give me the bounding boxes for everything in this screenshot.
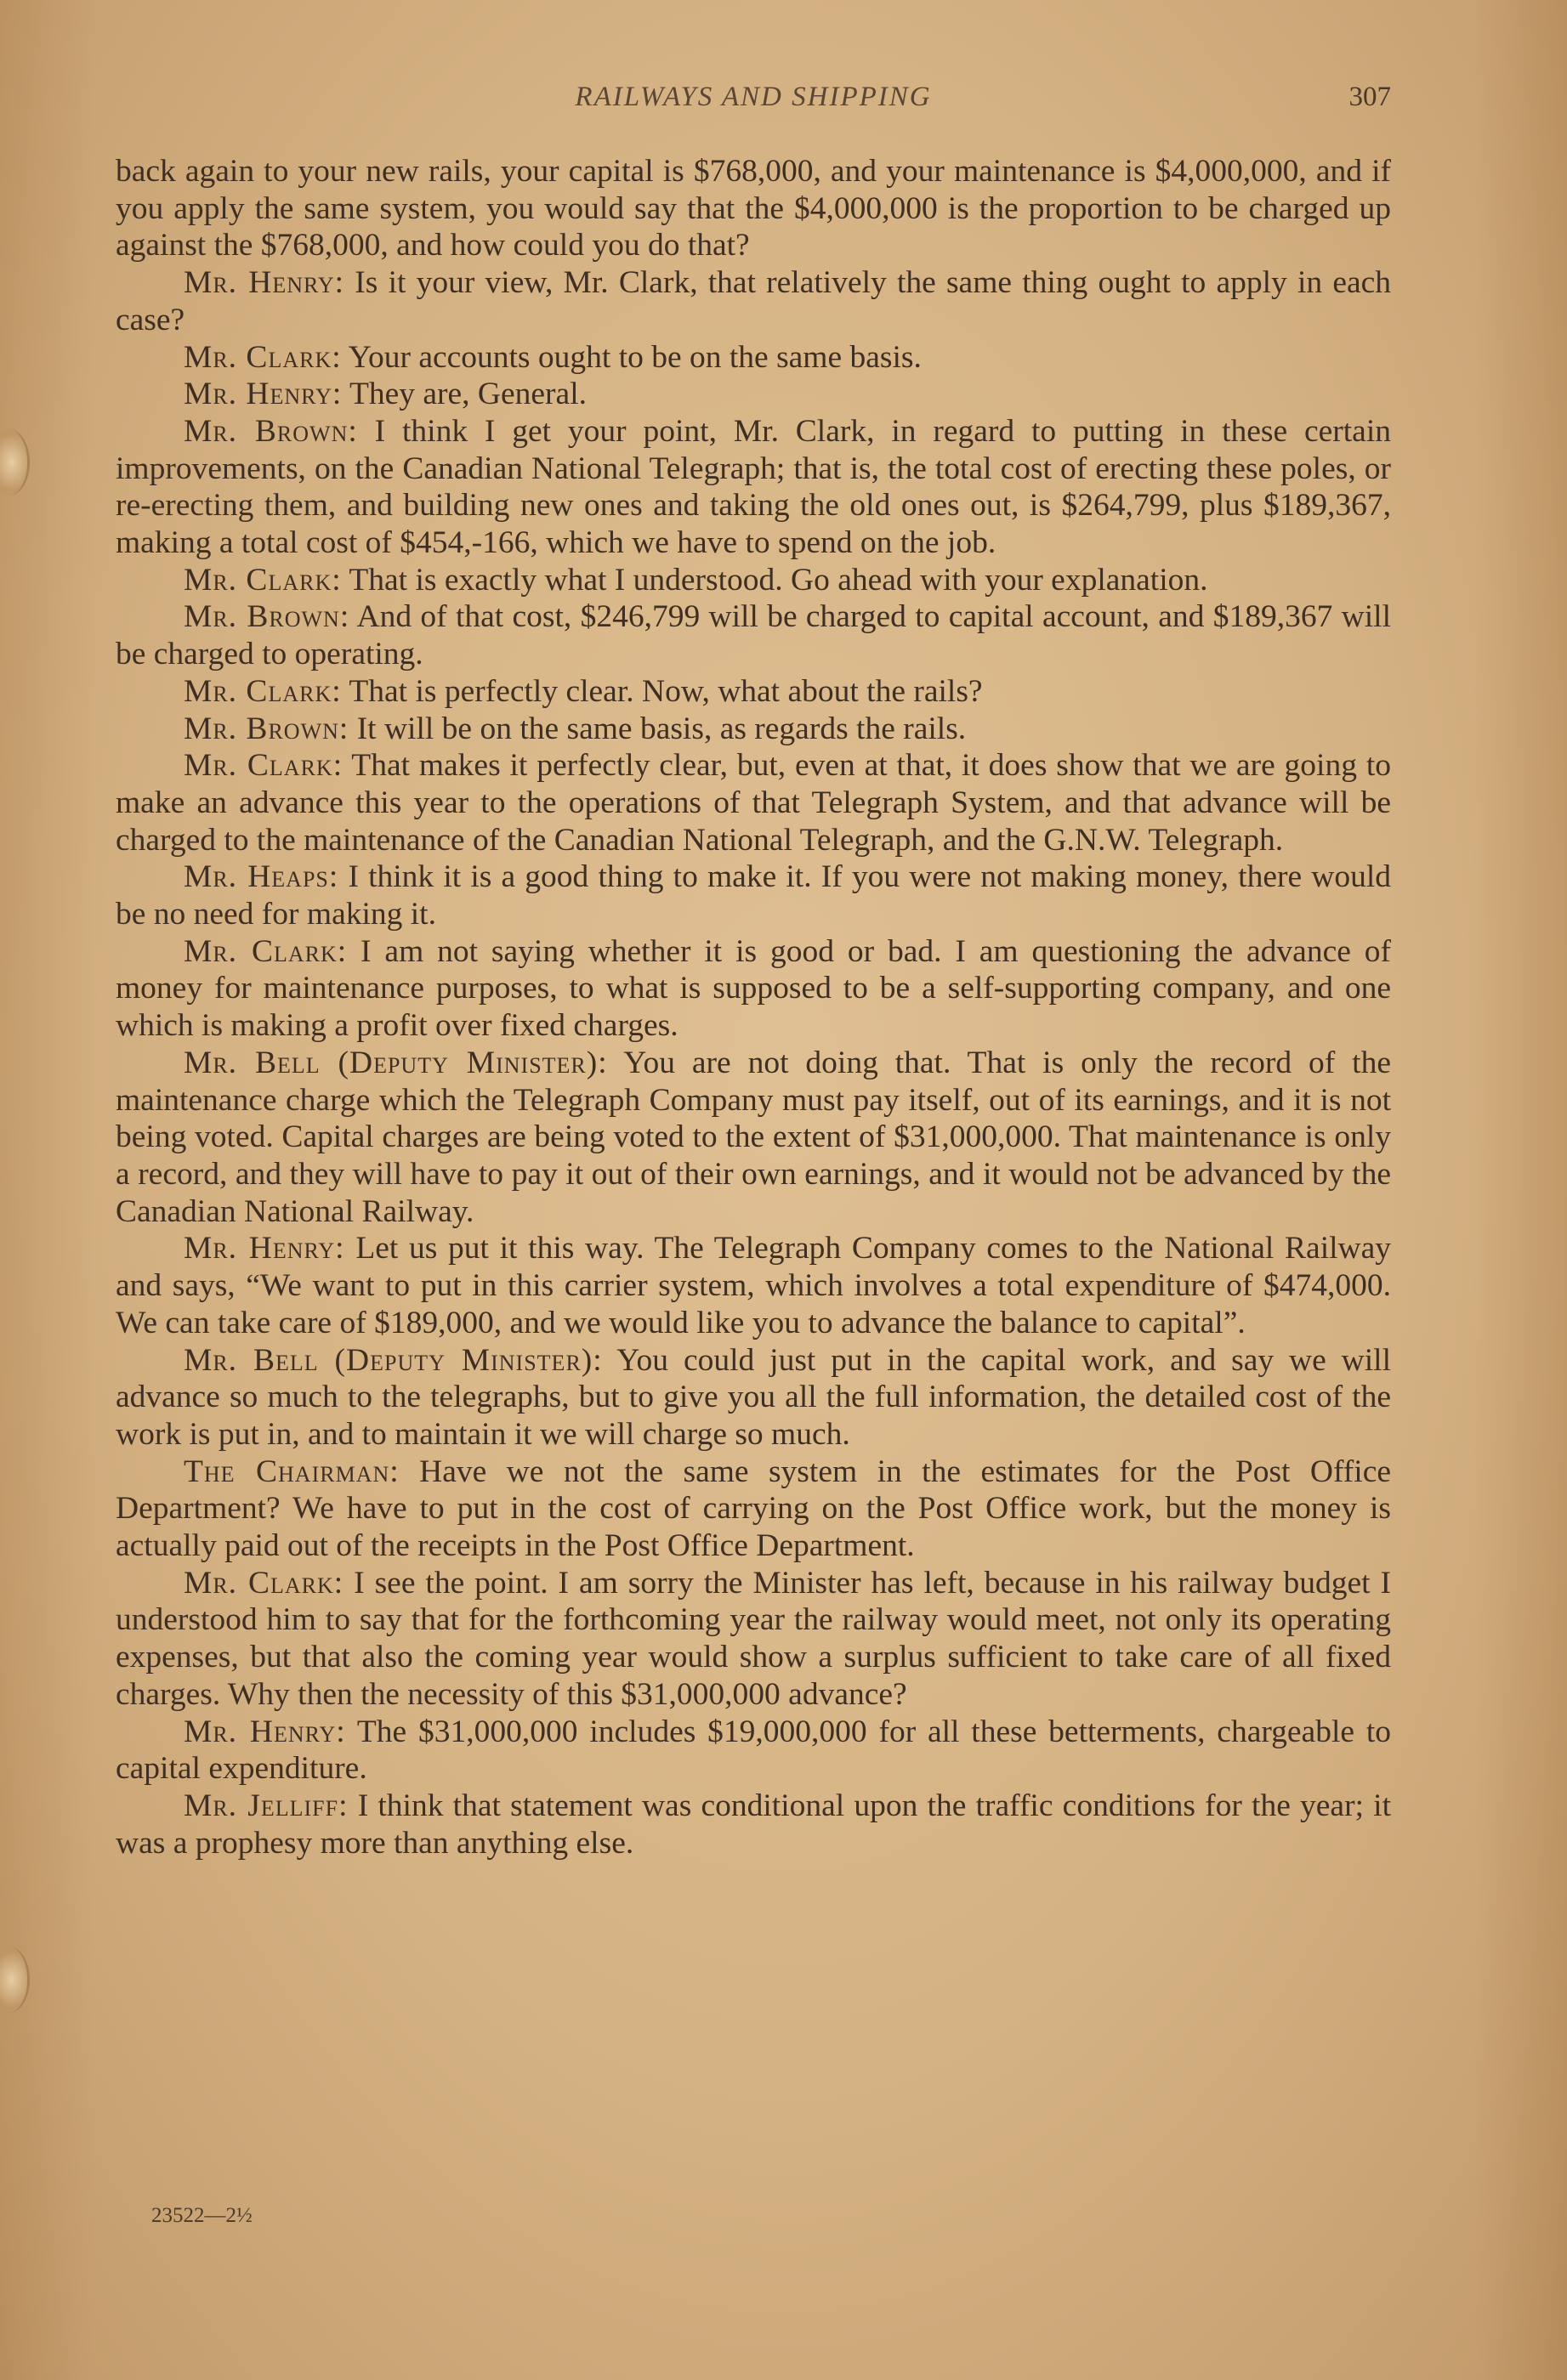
page-body	[116, 153, 1391, 1862]
paragraph	[116, 562, 1391, 599]
speaker-name: The Chairman:	[184, 1454, 400, 1489]
paragraph-text: Is it your view, Mr. Clark, that relatively the same thing ought to apply in each case?	[116, 265, 1391, 337]
paragraph	[116, 1788, 1391, 1862]
paragraph-text: I think I get your point, Mr. Clark, in regard to putting in these certain improvements, on the Canadian National Telegraph; that is, the total cost of erecting these poles, or re-erecting them, and building new ones and taking the old ones out, is $264,799, plus $189,367, making a total cost of $454,-166, which we have to spend on the job.	[116, 413, 1391, 561]
speaker-name: Mr. Henry:	[184, 265, 345, 301]
paragraph-text: Let us put it this way. The Telegraph Company comes to the National Railway and says, “We want to put in this carrier system, which involves a total expenditure of $474,000. We can take care of $189,000, and we would like you to advance the balance to capital”.	[116, 1231, 1392, 1340]
speaker-name: Mr. Jelliff:	[184, 1788, 349, 1823]
paragraph-text: They are, General.	[349, 377, 587, 412]
paragraph	[116, 1342, 1391, 1454]
speaker-name: Mr. Clark:	[184, 933, 348, 969]
speaker-name: Mr. Henry:	[184, 1714, 346, 1749]
paragraph-text: The $31,000,000 includes $19,000,000 for all these betterments, chargeable to capital expenditure.	[116, 1714, 1392, 1787]
printer-signature: 23522—2½	[151, 2204, 253, 2227]
paragraph	[116, 711, 1391, 748]
speaker-name: Mr. Bell (Deputy Minister):	[184, 1342, 603, 1378]
paragraph	[116, 264, 1391, 338]
paragraph	[116, 673, 1391, 711]
paragraph-text: And of that cost, $246,799 will be charged to capital account, and $189,367 will be charged to operating.	[116, 599, 1391, 672]
paragraph-text: I think it is a good thing to make it. If you were not making money, there would be no need for making it.	[116, 859, 1391, 932]
paragraph	[116, 1454, 1391, 1565]
paragraph-text: That makes it perfectly clear, but, even at that, it does show that we are going to make an advance this year to the operations of that Telegraph System, and that advance will be charged to the maintenance of the Canadian National Telegraph, and the G.N.W. Telegraph.	[116, 748, 1391, 858]
speaker-name: Mr. Henry:	[184, 377, 343, 412]
paragraph-text: You are not doing that. That is only the record of the maintenance charge which the Telegraph Company must pay itself, out of its earnings, and it is not being voted. Capital charges are being voted to the extent of $31,000,000. That maintenance is only a record, and they will have to pay it out of their own earnings, and it would not be advanced by the Canadian National Railway.	[116, 1045, 1391, 1229]
binding-hole-bottom	[0, 1946, 30, 2013]
paragraph	[116, 598, 1391, 672]
paragraph	[116, 1045, 1391, 1231]
speaker-name: Mr. Clark:	[184, 562, 342, 598]
paragraph	[116, 1714, 1391, 1788]
speaker-name: Mr. Clark:	[184, 1565, 344, 1601]
paragraph-text: Have we not the same system in the estimates for the Post Office Department? We have to put in the cost of carrying on the Post Office work, but the money is actually paid out of the receipts in the Post Office Department.	[116, 1454, 1391, 1564]
paragraph	[116, 933, 1391, 1045]
speaker-name: Mr. Clark:	[184, 673, 342, 709]
speaker-name: Mr. Henry:	[184, 1231, 345, 1266]
paragraph	[116, 1230, 1391, 1341]
page-number: 307	[1348, 82, 1391, 112]
paragraph-text: That is perfectly clear. Now, what about the rails?	[349, 673, 983, 709]
paragraph-text: I see the point. I am sorry the Minister has left, because in his railway budget I understood him to say that for the forthcoming year the railway would meet, not only its operating expenses, but that also the coming year would show a surplus sufficient to take care of all fixed charges. Why then the necessity of this $31,000,000 advance?	[116, 1565, 1391, 1712]
paragraph-text: You could just put in the capital work, and say we will advance so much to the telegraphs, but to give you all the full information, the detailed cost of the work is put in, and to maintain it we will charge so much.	[116, 1342, 1391, 1452]
paragraph	[116, 747, 1391, 858]
paragraph	[116, 413, 1391, 562]
paragraph-text: That is exactly what I understood. Go ahead with your explanation.	[349, 562, 1208, 598]
paragraph-text: back again to your new rails, your capital is $768,000, and your maintenance is $4,000,000, and if you apply the same system, you would say that the $4,000,000 is the proportion to be charged up against the $768,000, and how could you do that?	[116, 154, 1391, 264]
speaker-name: Mr. Brown:	[184, 599, 350, 635]
paragraph	[116, 1565, 1391, 1714]
paragraph	[116, 376, 1391, 413]
speaker-name: Mr. Clark:	[184, 339, 342, 375]
paragraph	[116, 339, 1391, 377]
paragraph-text: I am not saying whether it is good or bad. I am questioning the advance of money for maintenance purposes, to what is supposed to be a self-supporting company, and one which is making a profit over fixed charges.	[116, 933, 1391, 1044]
speaker-name: Mr. Bell (Deputy Minister):	[184, 1045, 608, 1080]
running-head: RAILWAYS AND SHIPPING	[575, 82, 932, 112]
page-header	[116, 82, 1391, 124]
paragraph	[116, 153, 1391, 264]
speaker-name: Mr. Brown:	[184, 413, 358, 449]
paragraph-text: It will be on the same basis, as regards the rails.	[356, 711, 967, 746]
paragraph	[116, 858, 1391, 932]
speaker-name: Mr. Brown:	[184, 711, 349, 746]
speaker-name: Mr. Heaps:	[184, 859, 339, 895]
paragraph-text: Your accounts ought to be on the same basis.	[348, 339, 922, 375]
paragraph-text: I think that statement was conditional upon the traffic conditions for the year; it was a prophesy more than anything else.	[116, 1788, 1392, 1861]
binding-hole-top	[0, 429, 30, 496]
speaker-name: Mr. Clark:	[184, 748, 343, 784]
